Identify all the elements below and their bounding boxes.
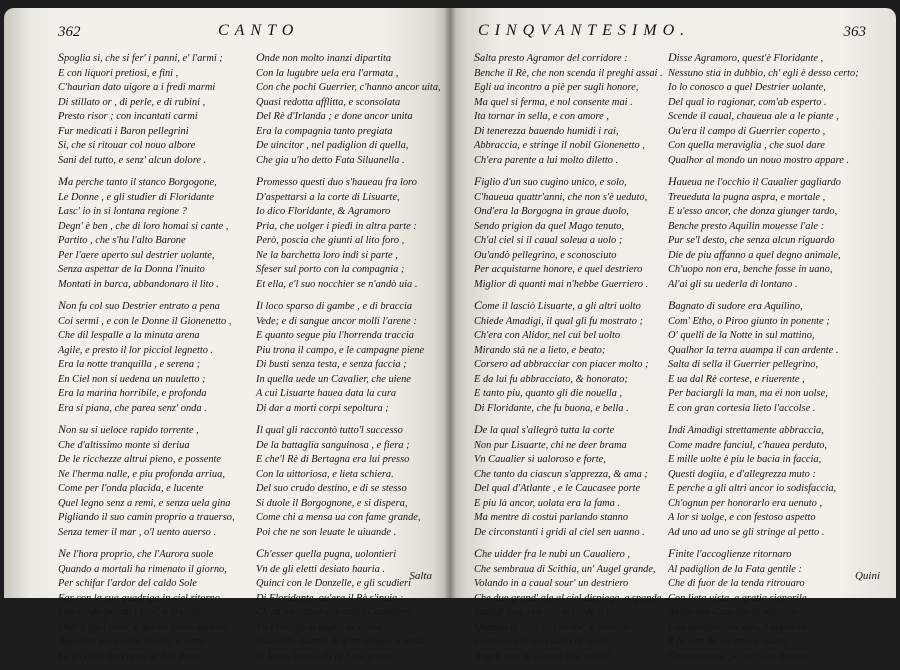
verse-line: Ne l'hora proprio, che l'Aurora suole (58, 546, 214, 560)
verse-line: Ond'era la Borgogna in graue duolo, (474, 206, 629, 217)
verse-line: Per acquistarne honore, e quel destriero (474, 264, 643, 275)
verse-line: Pigliando il suo camin proprio a trauerso, (58, 512, 235, 523)
verse-line: Di Floridante, ou'era il Rè s'inuia ; (256, 592, 404, 604)
verse-line: E u'esso ancor, che donza giunger tardo, (668, 206, 838, 217)
verse-line: Mirando stà ne a lieto, e beato; (474, 344, 606, 356)
verse-line: C'haurian dato uigore a i fredi marmi (58, 82, 216, 93)
verse-line: Die de piu affanno a quel degno animale, (668, 249, 841, 261)
verse-line: Pur se'l desto, che senza alcun riguardo (668, 235, 835, 246)
verse-line: Di stillato or , di perle, e di rubini , (58, 96, 206, 108)
verse-line: Ambo que Caualier la salutaro (668, 607, 797, 618)
verse-line: Vn Caualier sì ualoroso e forte, (474, 454, 606, 465)
verse-line: Era la marina horribile, e profonda (58, 388, 207, 399)
verse-line: Con humanissim' atto, e signorile, (668, 621, 811, 633)
stanza (256, 298, 448, 416)
verse-line: Coi sermi , e con le Donne il Gionenetto , (58, 315, 232, 327)
verse-line: Del suo crudo destino, e di se stesso (256, 483, 407, 494)
page-header (4, 22, 450, 44)
verse-line: Come chi a mensa ua con fame grande, (256, 512, 421, 523)
stanza (58, 174, 250, 292)
verse-line: E tanto piu, quanto gli die nouella , (474, 388, 623, 399)
verse-line: Quel legno senz a remi, e senza uela gina (58, 497, 231, 509)
verse-line: Piu trona il campo, e le campagne piene (256, 344, 425, 356)
verse-line: Hauendo, quanto di gran pregio, e stima (256, 636, 426, 647)
verse-line: Scende il caual, chaueua ale a le piante , (668, 111, 839, 122)
verse-line: Fur medicati i Baron pellegrini (58, 125, 189, 137)
verse-line: Promesso questi duo s'haueau fra loro (256, 174, 417, 188)
verse-line: Ne l'herma nalle, e piu profonda arriua, (58, 468, 225, 480)
verse-line: Questi dogiia, e d'allegrezza muto : (668, 468, 816, 480)
verse-line: Non su si ueloce rapido torrente , (58, 422, 199, 436)
verse-line: Per schifar l'ardor del caldo Sole (58, 578, 197, 589)
verse-line: E piu là ancor, uolata era la fama . (474, 497, 621, 509)
verse-column (58, 50, 250, 670)
verse-line: Che sembraua di Scithia, un' Augel grande, (474, 563, 656, 575)
page-header (450, 22, 896, 44)
verse-line: Disse Agramoro, quest'è Floridante , (668, 50, 824, 64)
verse-line: Il qual gli raccontò tutto'l successo (256, 422, 403, 436)
verse-line: E perche a gli altri ancor io sodisfaccia, (668, 483, 837, 494)
verse-line: Poi che ne son leuate le uiuande . (256, 526, 397, 538)
verse-line: Non fu col suo Destrier entrato a pena (58, 298, 220, 312)
verse-line: Angeli neri al sommo Dio rubelli . (474, 650, 617, 662)
verse-line: Degn' è ben , che di loro homai si cante , (58, 220, 229, 232)
verse-line: Nessuno stia in dubbio, ch' egli è desso certo; (668, 67, 859, 79)
verse-line: Si duole il Borgognone, e si dispera, (256, 497, 408, 509)
verse-line: De circonstanti i gridi al ciel sen uanno . (474, 526, 645, 538)
verse-line: Ou'andò pellegrino, e sconosciuto (474, 249, 617, 261)
verse-line: Figlio d'un suo cugino unico, e solo, (474, 174, 627, 188)
verse-line: Finite l'accoglienze ritornaro (668, 546, 792, 560)
catchword: Salta (409, 570, 432, 582)
verse-line: Salta di sella il Guerrier pellegrino, (668, 359, 819, 370)
verse-line: D'aspettarsi a la corte di Lisuarte, (256, 191, 400, 203)
verse-line: Le Donne , e gli studier di Floridante (58, 191, 214, 203)
verse-line: E con gran cortesia lieto l'accolse . (668, 402, 816, 414)
stanza (58, 298, 250, 416)
verse-line: Ch'esser quella pugna, uolontieri (256, 546, 397, 560)
verse-line: En Ciel non si uedena un nuuletto ; (58, 373, 206, 385)
verse-line: Con la uittoriosa, e lieta schiera. (256, 468, 394, 480)
verse-line: Ma mentre di costui parlando stanno (474, 512, 629, 523)
verse-line: Com' Etho, o Piroo giunto in ponente ; (668, 315, 830, 327)
verse-line: E che'l Rè di Bertagna era lui presso (256, 454, 410, 465)
verse-line: E da lui fu abbracciato, & honorato; (474, 373, 628, 385)
stanza (474, 174, 666, 292)
verse-line: Lasciando freschi i fiori, e le uiole (58, 607, 202, 618)
left-page (4, 8, 450, 662)
stanza (58, 422, 250, 540)
verse-column (668, 50, 860, 670)
verse-line: Partito , che s'hu l'alto Barone (58, 235, 186, 246)
verse-line: Montati in barca, abbandonaro il lito . (58, 278, 219, 290)
verse-line: Ne la barchetta loro indi si parte , (256, 249, 398, 261)
verse-line: Aggiunse per camin securo, e corto (58, 636, 206, 647)
verse-line: Stupidi itan, che non si crede il uero, (474, 607, 628, 618)
verse-line: Al'ai gli su uederla di lontano . (668, 278, 798, 290)
verse-line: Vn de gli eletti desiato hauria . (256, 563, 386, 575)
verse-line: Con quella meraviglia , che suol dare (668, 140, 825, 151)
stanza (668, 298, 860, 416)
open-book (4, 8, 896, 662)
verse-line: Con che pochi Guerrier, c'hanno ancor uita, (256, 82, 441, 93)
verse-line: Ch'era parente a lui molto diletto . (474, 154, 619, 166)
verse-line: C'haueua quattr'anni, che non s'è ueduto, (474, 191, 648, 203)
verse-column (474, 50, 666, 670)
verse-line: Salta presto Agramor del corridore : (474, 50, 628, 64)
verse-line: Indi Amadigi strettamente abbraccia, (668, 422, 824, 436)
verse-line: De la qual s'allegrò tutta la corte (474, 422, 615, 436)
verse-line: Di dar a morti corpi sepoltura ; (256, 402, 389, 414)
verse-line: Ad uno ad uno se gli stringe al petto . (668, 526, 825, 538)
verse-line: Cortesemente , e com' era douuto . (668, 650, 813, 662)
verse-line: Ch'era con Alidor, nel cui bel uolto (474, 330, 621, 341)
verse-line: Onde non molto inanzi dipartita (256, 50, 392, 64)
verse-line: E ua dal Rè cortese, e riuerente , (668, 373, 805, 385)
verse-line: La picciola barchetta al fido porto . (58, 650, 207, 662)
page-number: 362 (58, 24, 81, 40)
verse-line: In quella uede un Cavalier, che uiene (256, 373, 411, 385)
verse-line: Senza aspettar de la Donna l'inuito (58, 264, 205, 275)
verse-line: Che uidder fra le nubi un Caualiero , (474, 546, 630, 560)
verse-line: Come per l'onda placida, e lucente (58, 483, 204, 494)
stanza (58, 50, 250, 168)
verse-line: Ou'era il campo di Guerrier coperto , (668, 125, 826, 137)
verse-line: E fu loro da lei reso il saluto (668, 636, 788, 647)
stanza (668, 50, 860, 168)
verse-line: Quando a mortali ha rimenato il giorno, (58, 563, 227, 575)
verse-line: Vede; e di sangue ancor molli l'arene : (256, 315, 417, 327)
verse-line: Che di fuor de la tenda ritrouaro (668, 578, 805, 589)
verse-line: Far con la sua guadriga in ciel ritorno , (58, 592, 226, 604)
verse-line: Qualhor al mondo un nouo mostro appare . (668, 154, 850, 166)
verse-line: Sani del tutto, e senz' alcun dolore . (58, 154, 207, 166)
page-number: 363 (843, 24, 866, 40)
verse-line: Ita tornar in sella, e con amore , (474, 111, 609, 122)
verse-line: Miglior di quanti mai n'hebbe Guerriero . (474, 278, 649, 290)
stanza (474, 546, 666, 664)
verse-line: Corsero ad abbracciar con piacer molto ; (474, 359, 649, 370)
verse-line: Del qual d'Atlante , e le Caucasee porte (474, 483, 641, 494)
verse-line: Vn Principe si degno ne uenia, (256, 621, 385, 633)
book-gutter (444, 8, 456, 598)
verse-line: Benche il Rè, che non scenda il preghi assai . (474, 67, 663, 79)
verse-line: Dubbiosi che non sieno di quelli (474, 636, 609, 647)
verse-line: Haueua ne l'occhio il Caualier gagliardo (668, 174, 841, 188)
verse-line: Et ella, e'l suo nocchier se n'andò uia . (256, 278, 418, 290)
verse-line: A lor si uolge, e con festoso aspetto (668, 512, 816, 523)
verse-line: Egli ua incontro a piè per sugli honore, (474, 82, 639, 93)
verse-line: E mille uolte è piu le bacia in faccia, (668, 454, 822, 465)
verse-line: Come il lasciò Lisuarte, a gli altri uolto (474, 298, 641, 312)
verse-line: Era la compagnia tanto pregiata (256, 125, 393, 137)
verse-line: Di busti senza testa, e senza faccia ; (256, 359, 407, 370)
verse-line: De la battaglia sanguinosa , e fiera ; (256, 439, 410, 451)
verse-line: Che tanto da ciascun s'apprezza, & ama ; (474, 468, 648, 480)
verse-line: Ch'ad incontrar con tutti i Cauallieri, (256, 607, 413, 618)
stanza (668, 546, 860, 664)
stanza (256, 422, 448, 540)
verse-line: Spoglia si, che si fer' i panni, e' l'armi ; (58, 50, 223, 64)
verse-line: Qualhor la terra auampa il can ardente . (668, 344, 839, 356)
verse-line: Del qual io ragionar, com'ab esperto . (668, 96, 827, 108)
verse-line: Quando le cose son strane, e mirande, (474, 621, 634, 633)
verse-line: Ma perche tanto il stanco Borgogone, (58, 174, 217, 188)
verse-line: Al padiglion de la Fata gentile : (668, 563, 802, 575)
running-head: CINQVANTESIMO. (478, 22, 691, 39)
verse-line: Come madre fanciul, c'hauea perduto, (668, 439, 828, 451)
stanza (58, 546, 250, 664)
stanza (474, 50, 666, 168)
stanza (474, 422, 666, 540)
verse-line: Pria, che uolger i piedi in altra parte : (256, 220, 417, 232)
stanza (474, 298, 666, 416)
catchword: Quini (854, 570, 880, 582)
verse-line: A cui Lisuarte hauea data la cura (256, 388, 397, 399)
verse-line: Ei fosse, inteso da la Fata prima . (256, 650, 398, 662)
verse-line: Che gia u'ho detto Fata Siluanella . (256, 154, 405, 166)
verse-line: Ch'uopo non era, benche fosse in uano, (668, 264, 833, 275)
verse-line: Era si piana, che parea senz' onda . (58, 402, 207, 414)
verse-line: Non pur Lisuarte, chi ne deer brama (474, 439, 627, 451)
verse-line: Per l'aere aperto sul destrier uolante, (58, 249, 215, 261)
verse-line: Bagnato di sudore era Aquilino, (668, 298, 803, 312)
stanza (256, 50, 448, 168)
verse-line: E con liquori pretiosi, e fini , (58, 67, 179, 79)
verse-line: Del Rè d'Irlanda ; e done ancor unita (256, 111, 413, 122)
verse-line: Che dil lespalle a la minuta arena (58, 330, 200, 341)
running-head: CANTO (218, 22, 300, 39)
verse-line: De le ricchezze altrui pieno, e possente (58, 454, 222, 465)
verse-line: Ch'al ciel si il caual soleua a uolo ; (474, 235, 623, 246)
verse-line: Chiede Amadigi, il qual gli fu mostrato ; (474, 315, 643, 327)
verse-line: Quinci con le Donzelle, e gli scudieri (256, 578, 411, 589)
verse-line: Che d'altissimo monte si deriua (58, 439, 190, 451)
verse-line: Di tenerezza bauendo humidi i rai, (474, 125, 619, 137)
verse-line: Agile, e presto il lor picciol legnetto . (58, 344, 214, 356)
verse-line: Per baciargli la man, ma ei non uolse, (668, 388, 828, 399)
verse-line: Benche presto Aquilin mouesse l'ale : (668, 220, 825, 232)
verse-line: Che due grand' ale al ciel dispiega, e spande . (474, 592, 667, 604)
verse-line: Sfeser sul porto con la compagnia ; (256, 264, 405, 275)
verse-line: Sendo prigion da quel Mago tenuto, (474, 220, 625, 232)
verse-line: Io dico Floridante, & Agramoro (256, 206, 391, 217)
verse-line: Quasi redotta afflitta, e sconsolata (256, 96, 401, 108)
verse-line: Abbraccia, e stringe il nobil Gionenetto , (474, 140, 645, 151)
stanza (256, 546, 448, 664)
verse-line: Volando in a caual sour' un destriero (474, 578, 629, 589)
verse-line: Era la notte tranquilla , e serena ; (58, 359, 201, 370)
verse-line: Senza temer il mar , o'l uento auerso . (58, 526, 217, 538)
stanza (256, 174, 448, 292)
stanza (668, 422, 860, 540)
verse-line: Di Floridante, che fu buona, e bella . (474, 402, 629, 414)
verse-line: Lasc' io in si lontana regione ? (58, 206, 187, 217)
verse-line: Treueduta la pugna aspra, e mortale , (668, 191, 826, 203)
verse-line: Presto risor ; con incantati carmi (58, 111, 198, 122)
verse-line: De uincitor , nel padiglion di quella, (256, 140, 409, 151)
verse-line: Con lieta uista, e gratia signorile . (668, 592, 812, 604)
stanza (668, 174, 860, 292)
verse-line: O' quelli de la Notte in sul mattino, (668, 330, 815, 341)
right-page (450, 8, 896, 662)
verse-line: E quanto segue piu l'horrenda traccia (256, 330, 414, 341)
verse-line: Con la lugubre uela era l'armata , (256, 67, 399, 79)
verse-line: Ch'ognun per honorarlo era uenuto , (668, 497, 823, 509)
verse-line: Però, poscia che giunti al lito foro , (256, 235, 405, 246)
verse-line: Si, che si ritouar col nouo albore (58, 140, 196, 151)
verse-line: Ond' è quel colle, e questo prato adorno, (58, 621, 229, 633)
verse-line: Il loco sparso di gambe , e di braccia (256, 298, 413, 312)
verse-line: Ma quel si ferma, e nol consente mai . (474, 96, 633, 108)
verse-line: Io lo conosco a quel Destrier uolante, (668, 82, 826, 93)
